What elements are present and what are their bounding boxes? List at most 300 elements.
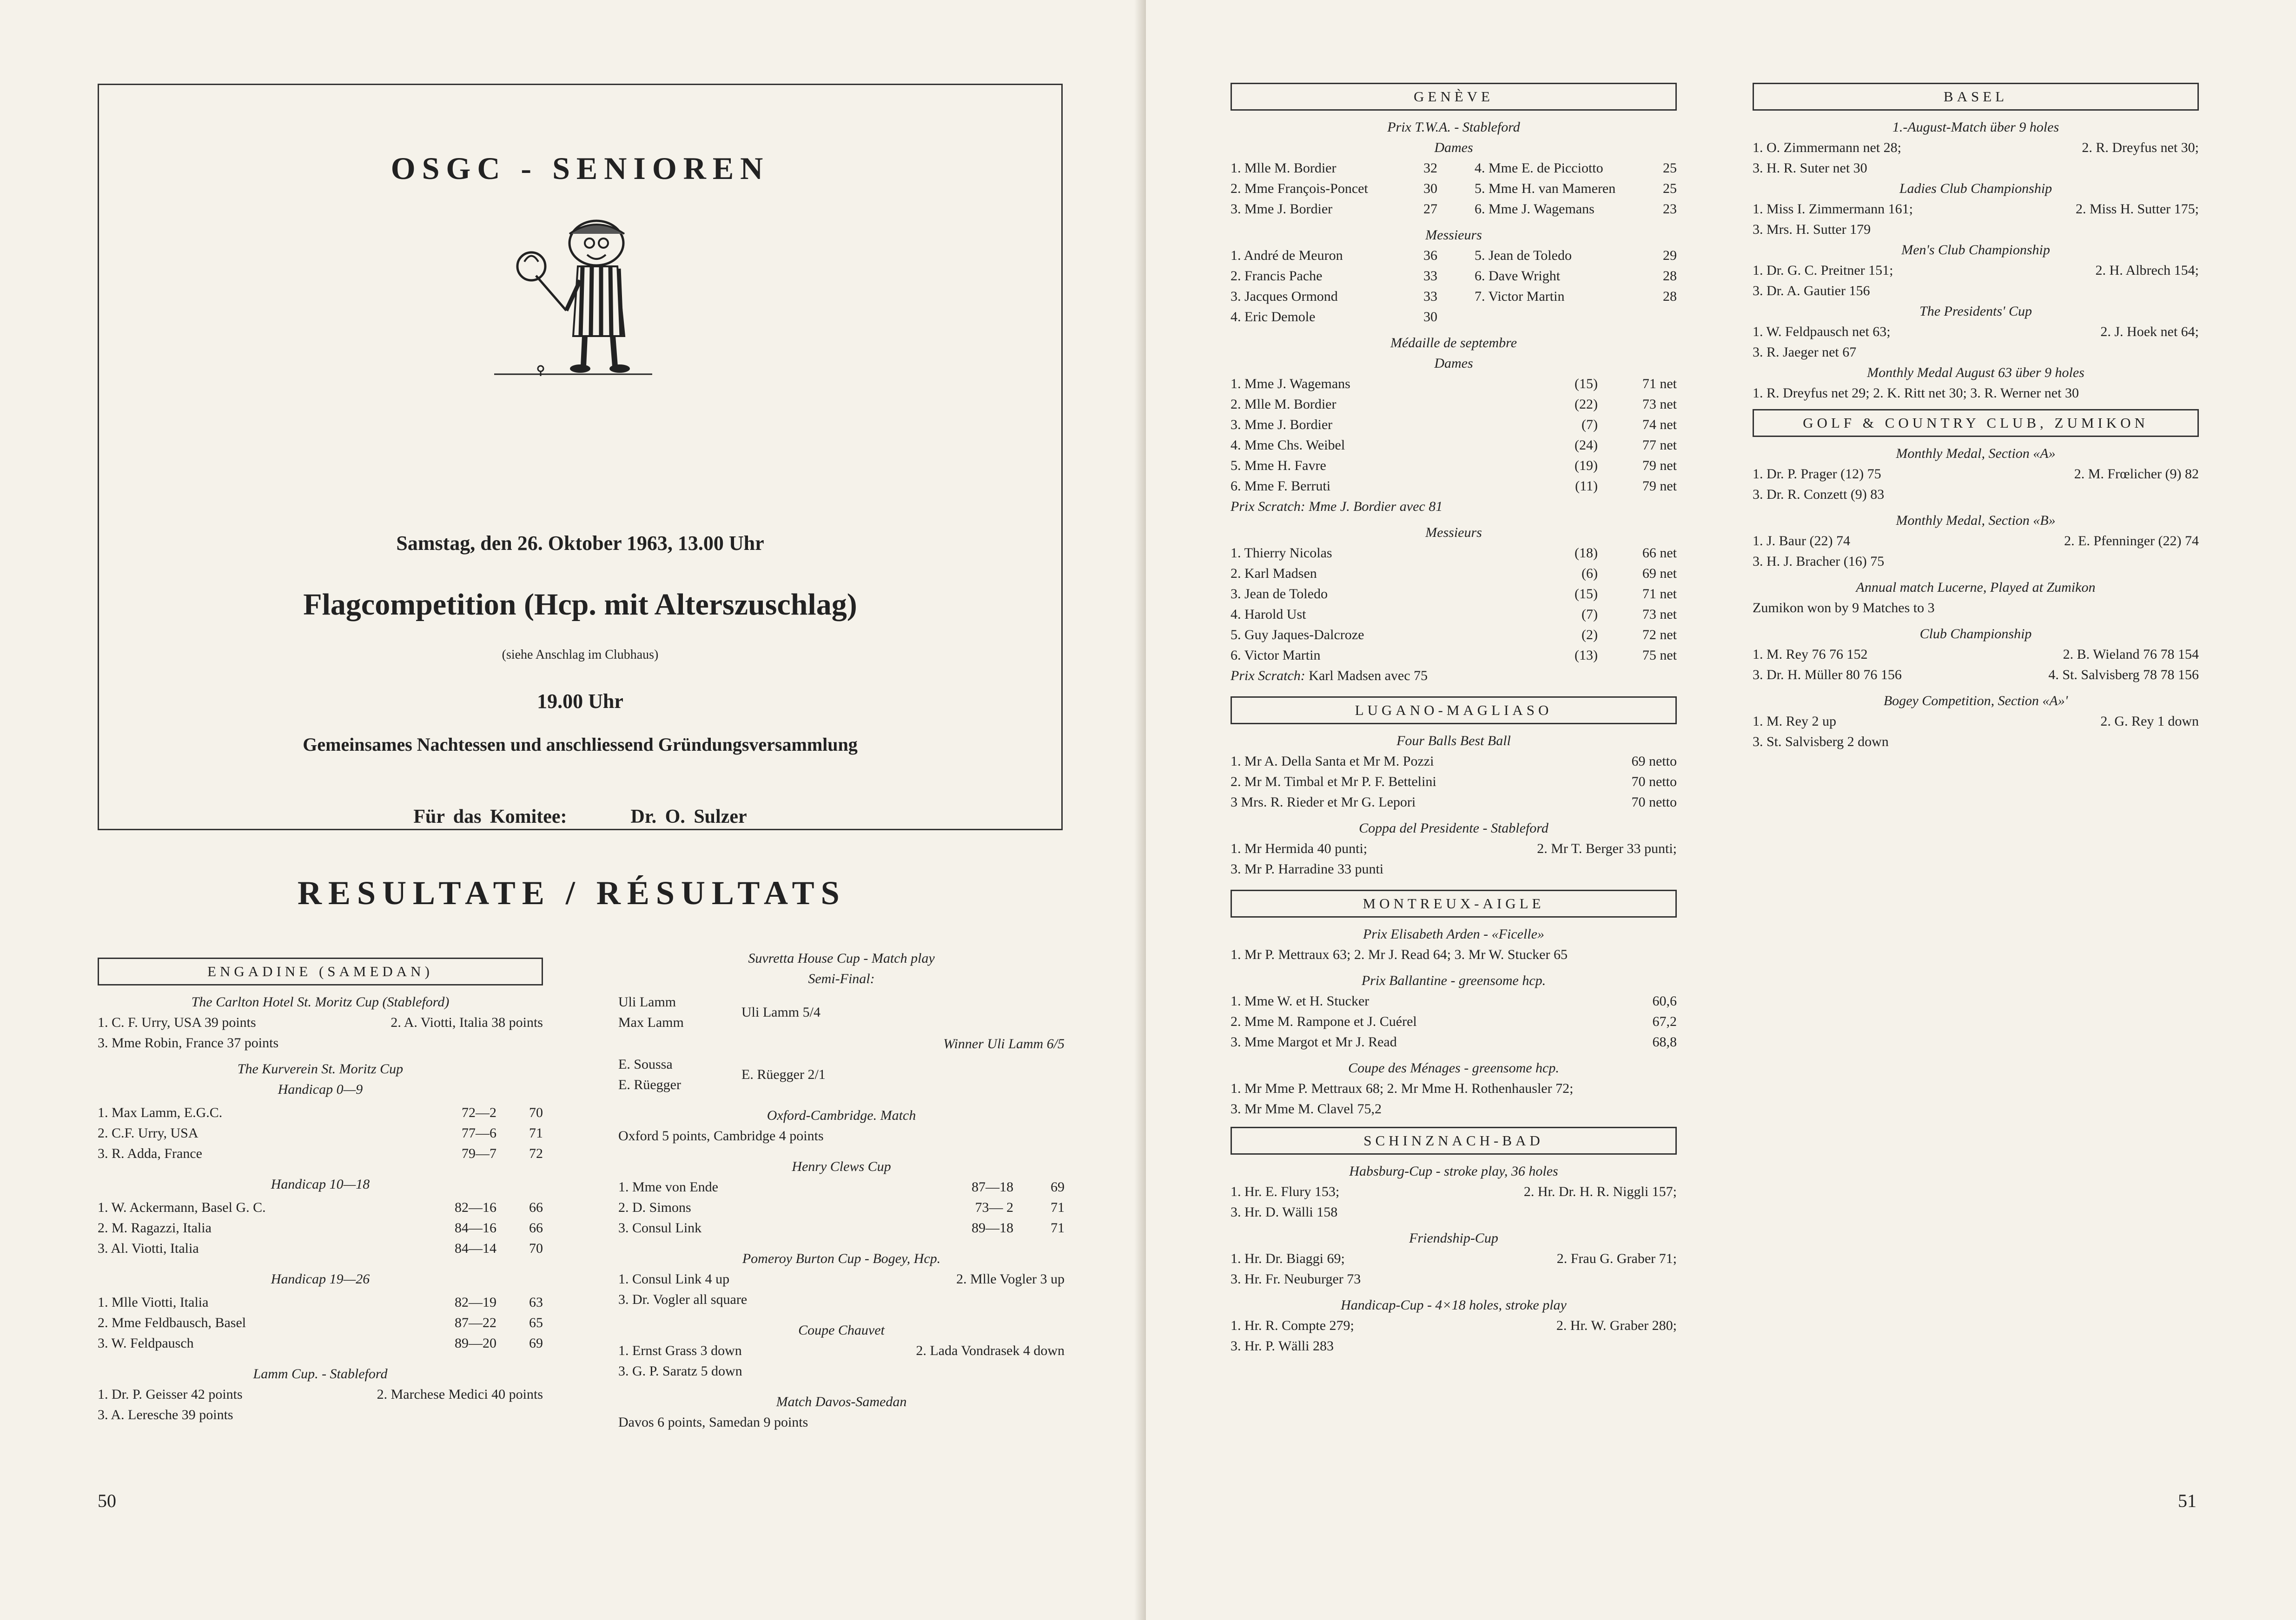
senioren-notice	[98, 84, 1063, 830]
handicap-1-title: Handicap 0—9	[278, 1082, 363, 1097]
pomeroy-title: Pomeroy Burton Cup - Bogey, Hcp.	[742, 1251, 941, 1266]
result-row	[98, 1197, 543, 1218]
coppa-title: Coppa del Presidente - Stableford	[1359, 820, 1548, 836]
davos-result: Davos 6 points, Samedan 9 points	[618, 1415, 808, 1430]
notice-title: OSGC - SENIOREN	[390, 151, 770, 186]
handicap: (7)	[1581, 607, 1598, 622]
ballantine-list	[1231, 991, 1677, 1052]
player-name: 6. Victor Martin	[1231, 648, 1321, 663]
handicap: (11)	[1575, 478, 1598, 494]
net-score: 72	[529, 1146, 543, 1161]
notice-competition: Flagcompetition (Hcp. mit Alterszuschlag)	[303, 588, 857, 622]
medaille-title: Médaille de septembre	[1390, 335, 1517, 350]
result-row	[1231, 435, 1677, 456]
friendship-second: 2. Frau G. Graber 71;	[1556, 1251, 1677, 1266]
result-row	[1231, 772, 1677, 792]
result-row	[1231, 751, 1677, 772]
gross-score: 84—16	[455, 1220, 496, 1236]
player-name: 3. R. Adda, France	[98, 1146, 202, 1161]
oxford-result: Oxford 5 points, Cambridge 4 points	[618, 1128, 824, 1144]
club-fourth: 4. St. Salvisberg 78 78 156	[2048, 667, 2199, 682]
player-name: 2. Francis Pache	[1231, 268, 1323, 284]
fourball-list	[1231, 751, 1677, 813]
handicap: (7)	[1581, 417, 1598, 432]
suvretta-title: Suvretta House Cup - Match play	[748, 951, 935, 966]
scratch-label: Prix Scratch:	[1231, 668, 1305, 683]
engadine-section	[98, 953, 543, 1425]
player-name: 6. Mme F. Berruti	[1231, 478, 1331, 494]
medal-a-second: 2. M. Frœlicher (9) 82	[2074, 466, 2199, 482]
pomeroy-third: 3. Dr. Vogler all square	[618, 1292, 748, 1307]
points: 28	[1663, 268, 1677, 284]
handicap-cup-second: 2. Hr. W. Graber 280;	[1556, 1318, 1677, 1333]
net-score: 70	[529, 1105, 543, 1120]
medal-a-third: 3. Dr. R. Conzett (9) 83	[1753, 487, 1885, 502]
net-score: 63	[529, 1295, 543, 1310]
ladies-second: 2. Miss H. Sutter 175;	[2075, 201, 2199, 217]
clews-list	[618, 1177, 1065, 1238]
net-score: 66	[529, 1200, 543, 1215]
habsburg-title: Habsburg-Cup - stroke play, 36 holes	[1349, 1164, 1558, 1179]
result-row	[98, 1313, 543, 1333]
gross-score: 73— 2	[975, 1200, 1013, 1215]
results-title: RESULTATE / RÉSULTATS	[298, 874, 846, 912]
handicap-cup-third: 3. Hr. P. Wälli 283	[1231, 1338, 1334, 1354]
result-row	[618, 1218, 1065, 1238]
net-score: 69	[529, 1336, 543, 1351]
points: 28	[1663, 289, 1677, 304]
player-name: 3. Jacques Ormond	[1231, 289, 1338, 304]
net-score: 66	[529, 1220, 543, 1236]
net-score: 69 net	[1642, 566, 1677, 581]
chauvet-second: 2. Lada Vondrasek 4 down	[916, 1343, 1065, 1358]
carlton-row	[98, 1012, 543, 1033]
net-score: 79 net	[1642, 458, 1677, 473]
team-name: 2. Mr M. Timbal et Mr P. F. Bettelini	[1231, 774, 1436, 789]
result-row	[1231, 476, 1677, 496]
score: 70 netto	[1631, 774, 1677, 789]
points	[1654, 307, 1677, 327]
points: 25	[1663, 181, 1677, 196]
engadine-header: ENGADINE (SAMEDAN)	[98, 958, 543, 985]
notice-time: 19.00 Uhr	[537, 690, 623, 713]
player-name: 2. M. Ragazzi, Italia	[98, 1220, 212, 1236]
club-third: 3. Dr. H. Müller 80 76 156	[1753, 667, 1902, 682]
handicap: (13)	[1575, 648, 1598, 663]
score: 70 netto	[1631, 794, 1677, 810]
player-name: 5. Guy Jaques-Dalcroze	[1231, 627, 1364, 642]
points: 32	[1423, 160, 1437, 176]
bracket-winner: Winner Uli Lamm 6/5	[943, 1036, 1065, 1051]
lugano-header: LUGANO-MAGLIASO	[1231, 696, 1677, 724]
player-name: 1. Mme J. Wagemans	[1231, 376, 1350, 391]
points: 30	[1423, 309, 1437, 324]
team-name: 2. Mme M. Rampone et J. Cuérel	[1231, 1014, 1417, 1029]
ladies-first: 1. Miss I. Zimmermann 161;	[1753, 201, 1913, 217]
ladies-row	[1753, 199, 2199, 219]
result-row	[1231, 645, 1677, 666]
presidents-third: 3. R. Jaeger net 67	[1753, 344, 1857, 360]
medal-a-row	[1753, 464, 2199, 484]
score: 69 netto	[1631, 754, 1677, 769]
net-score: 79 net	[1642, 478, 1677, 494]
player-name: 4. Mme Chs. Weibel	[1231, 437, 1345, 453]
medaille-dames-label: Dames	[1434, 356, 1473, 371]
bracket-player: Uli Lamm	[618, 994, 676, 1010]
handicap-3-title: Handicap 19—26	[271, 1271, 370, 1287]
points: 29	[1663, 248, 1677, 263]
medal-b-row	[1753, 531, 2199, 551]
bogey-row	[1753, 711, 2199, 732]
gross-score: 89—20	[455, 1336, 496, 1351]
suvretta-section	[618, 948, 1065, 1433]
player-name: 3. Jean de Toledo	[1231, 586, 1328, 602]
notice-signature	[99, 806, 1061, 828]
scratch-messieurs	[1231, 666, 1677, 686]
clews-title: Henry Clews Cup	[792, 1159, 891, 1174]
gross-score: 87—22	[455, 1315, 496, 1330]
player-name: 3. Consul Link	[618, 1220, 702, 1236]
bogey-title: Bogey Competition, Section «A»'	[1883, 693, 2068, 708]
pomeroy-first: 1. Consul Link 4 up	[618, 1271, 730, 1287]
ladies-title: Ladies Club Championship	[1899, 181, 2052, 196]
player-name: 4. Mme E. de Picciotto	[1475, 160, 1603, 176]
menages-line-2: 3. Mr Mme M. Clavel 75,2	[1231, 1101, 1382, 1117]
player-name: 2. D. Simons	[618, 1200, 691, 1215]
net-score: 73 net	[1642, 607, 1677, 622]
lamm-row	[98, 1384, 543, 1405]
basel-header: BASEL	[1753, 83, 2199, 111]
club-row-2	[1753, 665, 2199, 685]
bogey-third: 3. St. Salvisberg 2 down	[1753, 734, 1889, 749]
net-score: 74 net	[1642, 417, 1677, 432]
geneve-header: GENÈVE	[1231, 83, 1677, 111]
player-name: 1. W. Ackermann, Basel G. C.	[98, 1200, 266, 1215]
points: 27	[1423, 201, 1437, 217]
scratch-value: Karl Madsen avec 75	[1309, 668, 1428, 683]
gross-score: 87—18	[972, 1179, 1013, 1195]
net-score: 66 net	[1642, 545, 1677, 561]
player-name: 1. Mme von Ende	[618, 1179, 718, 1195]
august-first: 1. O. Zimmermann net 28;	[1753, 140, 1901, 155]
player-name: 2. Karl Madsen	[1231, 566, 1317, 581]
result-row	[1231, 584, 1677, 604]
gross-score: 82—19	[455, 1295, 496, 1310]
result-row	[98, 1238, 543, 1259]
medaille-messieurs-label: Messieurs	[1425, 525, 1482, 540]
fourball-title: Four Balls Best Ball	[1396, 733, 1511, 748]
player-name: 4. Harold Ust	[1231, 607, 1306, 622]
player-name: 5. Jean de Toledo	[1475, 248, 1572, 263]
gross-score: 79—7	[462, 1146, 496, 1161]
handicap: (2)	[1581, 627, 1598, 642]
handicap-2-list	[98, 1197, 543, 1259]
player-name: 3. Mme J. Bordier	[1231, 417, 1333, 432]
points: 23	[1663, 201, 1677, 217]
medal-a-title: Monthly Medal, Section «A»	[1896, 446, 2056, 461]
august-second: 2. R. Dreyfus net 30;	[2082, 140, 2199, 155]
habsburg-row	[1231, 1182, 1677, 1202]
result-row	[1231, 374, 1677, 394]
player-name: 5. Mme H. van Mameren	[1475, 181, 1616, 196]
coppa-row	[1231, 839, 1677, 859]
player-name: 1. Thierry Nicolas	[1231, 545, 1332, 561]
basel-section	[1753, 78, 2199, 752]
result-row	[1231, 1012, 1677, 1032]
handicap-cup-row	[1231, 1316, 1677, 1336]
habsburg-second: 2. Hr. Dr. H. R. Niggli 157;	[1523, 1184, 1677, 1199]
result-row	[618, 1197, 1065, 1218]
medal-b-second: 2. E. Pfenninger (22) 74	[2064, 533, 2199, 549]
points: 36	[1423, 248, 1437, 263]
coppa-second: 2. Mr T. Berger 33 punti;	[1537, 841, 1677, 856]
gross-score: 89—18	[972, 1220, 1013, 1236]
medaille-dames-list	[1231, 374, 1677, 496]
zumikon-header: GOLF & COUNTRY CLUB, ZUMIKON	[1753, 409, 2199, 437]
result-row	[1231, 394, 1677, 415]
mens-first: 1. Dr. G. C. Preitner 151;	[1753, 263, 1893, 278]
score: 60,6	[1652, 993, 1677, 1009]
friendship-row	[1231, 1249, 1677, 1269]
result-row	[1231, 563, 1677, 584]
monthly-title: Monthly Medal August 63 über 9 holes	[1867, 365, 2084, 380]
chauvet-title: Coupe Chauvet	[798, 1322, 885, 1338]
notice-dinner: Gemeinsames Nachtessen und anschliessend Gründungsversammlung	[303, 734, 858, 755]
result-row	[1231, 792, 1677, 813]
committee-name: Dr. O. Sulzer	[630, 806, 747, 827]
gross-score: 84—14	[455, 1241, 496, 1256]
team-name: 1. Mr A. Della Santa et Mr M. Pozzi	[1231, 754, 1434, 769]
carlton-second: 2. A. Viotti, Italia 38 points	[390, 1015, 543, 1030]
handicap: (19)	[1575, 458, 1598, 473]
player-name: 2. Mme Feldbausch, Basel	[98, 1315, 246, 1330]
arden-result: 1. Mr P. Mettraux 63; 2. Mr J. Read 64; 3. Mr W. Stucker 65	[1231, 947, 1568, 962]
gross-score: 77—6	[462, 1125, 496, 1141]
right-page	[1146, 0, 2296, 1620]
friendship-third: 3. Hr. Fr. Neuburger 73	[1231, 1271, 1361, 1287]
bracket-player: Max Lamm	[618, 1015, 684, 1030]
result-row	[1231, 543, 1677, 563]
handicap: (22)	[1575, 397, 1598, 412]
player-name: 3. Mme J. Bordier	[1231, 201, 1333, 217]
result-row	[1231, 266, 1677, 286]
player-name: 1. Max Lamm, E.G.C.	[98, 1105, 223, 1120]
net-score: 71	[529, 1125, 543, 1141]
result-row	[1231, 604, 1677, 625]
medal-b-title: Monthly Medal, Section «B»	[1896, 513, 2056, 528]
net-score: 73 net	[1642, 397, 1677, 412]
player-name: 7. Victor Martin	[1475, 289, 1565, 304]
net-score: 65	[529, 1315, 543, 1330]
score: 67,2	[1652, 1014, 1677, 1029]
result-row	[1231, 415, 1677, 435]
lamm-title: Lamm Cup. - Stableford	[253, 1366, 388, 1382]
august-row	[1753, 138, 2199, 158]
lamm-second: 2. Marchese Medici 40 points	[377, 1387, 543, 1402]
coppa-third: 3. Mr P. Harradine 33 punti	[1231, 861, 1384, 877]
handicap-1-list	[98, 1103, 543, 1164]
twa-messieurs-list	[1231, 245, 1677, 327]
player-name	[1475, 307, 1654, 327]
result-row	[1231, 286, 1677, 307]
suvretta-subtitle: Semi-Final:	[808, 971, 875, 986]
committee-label: Für das Komitee:	[413, 806, 567, 827]
result-row	[1231, 158, 1677, 179]
player-name: 6. Mme J. Wagemans	[1475, 201, 1595, 217]
handicap-3-list	[98, 1292, 543, 1354]
player-name: 1. Mlle M. Bordier	[1231, 160, 1337, 176]
davos-title: Match Davos-Samedan	[776, 1394, 907, 1409]
club-first: 1. M. Rey 76 76 152	[1753, 647, 1868, 662]
medal-a-first: 1. Dr. P. Prager (12) 75	[1753, 466, 1881, 482]
schinznach-header: SCHINZNACH-BAD	[1231, 1127, 1677, 1155]
monthly-result: 1. R. Dreyfus net 29; 2. K. Ritt net 30; 3. R. Werner net 30	[1753, 385, 2079, 401]
august-third: 3. H. R. Suter net 30	[1753, 160, 1867, 176]
net-score: 71 net	[1642, 586, 1677, 602]
club-second: 2. B. Wieland 76 78 154	[2063, 647, 2199, 662]
left-page	[0, 0, 1141, 1620]
bogey-first: 1. M. Rey 2 up	[1753, 714, 1836, 729]
medaille-messieurs-list	[1231, 543, 1677, 666]
club-title: Club Championship	[1919, 626, 2032, 641]
arden-title: Prix Elisabeth Arden - «Ficelle»	[1363, 926, 1544, 942]
bogey-second: 2. G. Rey 1 down	[2100, 714, 2199, 729]
bracket-player: E. Rüegger	[618, 1077, 681, 1092]
page-number-left: 50	[98, 1490, 116, 1511]
presidents-first: 1. W. Feldpausch net 63;	[1753, 324, 1891, 339]
menages-title: Coupe des Ménages - greensome hcp.	[1348, 1060, 1559, 1076]
result-row	[1231, 991, 1677, 1012]
result-row	[1231, 1032, 1677, 1052]
handicap: (15)	[1575, 586, 1598, 602]
result-row	[1231, 199, 1677, 219]
golfer-cartoon-illustration	[485, 211, 662, 387]
oxford-title: Oxford-Cambridge. Match	[767, 1108, 916, 1123]
bracket-result: E. Rüegger 2/1	[741, 1067, 826, 1082]
team-name: 1. Mme W. et H. Stucker	[1231, 993, 1370, 1009]
friendship-first: 1. Hr. Dr. Biaggi 69;	[1231, 1251, 1345, 1266]
presidents-title: The Presidents' Cup	[1919, 304, 2032, 319]
twa-dames-list	[1231, 158, 1677, 219]
montreux-header: MONTREUX-AIGLE	[1231, 890, 1677, 918]
habsburg-third: 3. Hr. D. Wälli 158	[1231, 1204, 1338, 1220]
august-title: 1.-August-Match über 9 holes	[1892, 119, 2059, 135]
net-score: 70	[529, 1241, 543, 1256]
player-name: 1. Mlle Viotti, Italia	[98, 1295, 209, 1310]
points: 33	[1423, 268, 1437, 284]
ballantine-title: Prix Ballantine - greensome hcp.	[1361, 973, 1546, 988]
player-name: 4. Eric Demole	[1231, 309, 1316, 324]
carlton-title: The Carlton Hotel St. Moritz Cup (Stableford)	[191, 994, 450, 1010]
result-row	[98, 1333, 543, 1354]
net-score: 72 net	[1642, 627, 1677, 642]
handicap-2-title: Handicap 10—18	[271, 1177, 370, 1192]
points: 25	[1663, 160, 1677, 176]
carlton-first: 1. C. F. Urry, USA 39 points	[98, 1015, 256, 1030]
gross-score: 72—2	[462, 1105, 496, 1120]
carlton-third: 3. Mme Robin, France 37 points	[98, 1035, 279, 1051]
handicap-cup-title: Handicap-Cup - 4×18 holes, stroke play	[1341, 1297, 1567, 1313]
player-name: 3. W. Feldpausch	[98, 1336, 194, 1351]
presidents-second: 2. J. Hoek net 64;	[2100, 324, 2199, 339]
handicap: (15)	[1575, 376, 1598, 391]
player-name: 2. Mlle M. Bordier	[1231, 397, 1337, 412]
result-row	[1231, 179, 1677, 199]
habsburg-first: 1. Hr. E. Flury 153;	[1231, 1184, 1340, 1199]
page-number-right: 51	[2178, 1490, 2197, 1511]
net-score: 71	[1051, 1200, 1065, 1215]
chauvet-first: 1. Ernst Grass 3 down	[618, 1343, 742, 1358]
twa-messieurs-label: Messieurs	[1425, 227, 1482, 243]
kurverein-title: The Kurverein St. Moritz Cup	[237, 1061, 404, 1077]
result-row	[1231, 456, 1677, 476]
mens-third: 3. Dr. A. Gautier 156	[1753, 283, 1870, 298]
handicap-cup-first: 1. Hr. R. Compte 279;	[1231, 1318, 1354, 1333]
points: 33	[1423, 289, 1437, 304]
result-row	[98, 1292, 543, 1313]
chauvet-third: 3. G. P. Saratz 5 down	[618, 1363, 742, 1379]
player-name: 2. Mme François-Poncet	[1231, 181, 1368, 196]
net-score: 71 net	[1642, 376, 1677, 391]
lucerne-result: Zumikon won by 9 Matches to 3	[1753, 600, 1935, 615]
handicap: (24)	[1575, 437, 1598, 453]
gross-score: 82—16	[455, 1200, 496, 1215]
net-score: 77 net	[1642, 437, 1677, 453]
medal-b-third: 3. H. J. Bracher (16) 75	[1753, 554, 1885, 569]
result-row	[618, 1177, 1065, 1197]
net-score: 69	[1051, 1179, 1065, 1195]
handicap: (18)	[1575, 545, 1598, 561]
mens-second: 2. H. Albrech 154;	[2095, 263, 2199, 278]
result-row	[98, 1103, 543, 1123]
result-row	[98, 1218, 543, 1238]
twa-title: Prix T.W.A. - Stableford	[1387, 119, 1520, 135]
net-score: 71	[1051, 1220, 1065, 1236]
friendship-title: Friendship-Cup	[1409, 1230, 1498, 1246]
handicap: (6)	[1581, 566, 1598, 581]
result-row	[1231, 625, 1677, 645]
ladies-third: 3. Mrs. H. Sutter 179	[1753, 222, 1871, 237]
result-row	[1231, 245, 1677, 266]
player-name: 5. Mme H. Favre	[1231, 458, 1326, 473]
bracket-player: E. Soussa	[618, 1057, 673, 1072]
bracket	[618, 992, 1065, 1092]
player-name: 3. Al. Viotti, Italia	[98, 1241, 199, 1256]
score: 68,8	[1652, 1034, 1677, 1050]
medal-b-first: 1. J. Baur (22) 74	[1753, 533, 1850, 549]
menages-line-1: 1. Mr Mme P. Mettraux 68; 2. Mr Mme H. Rothenhausler 72;	[1231, 1081, 1574, 1096]
team-name: 3 Mrs. R. Rieder et Mr G. Lepori	[1231, 794, 1416, 810]
result-row	[98, 1144, 543, 1164]
geneve-section	[1231, 78, 1677, 1356]
coppa-first: 1. Mr Hermida 40 punti;	[1231, 841, 1368, 856]
mens-title: Men's Club Championship	[1901, 242, 2050, 258]
lucerne-title: Annual match Lucerne, Played at Zumikon	[1856, 580, 2096, 595]
lamm-first: 1. Dr. P. Geisser 42 points	[98, 1387, 243, 1402]
team-name: 3. Mme Margot et Mr J. Read	[1231, 1034, 1397, 1050]
scratch-dames: Prix Scratch: Mme J. Bordier avec 81	[1231, 499, 1443, 514]
player-name: 6. Dave Wright	[1475, 268, 1561, 284]
chauvet-row	[618, 1341, 1065, 1361]
net-score: 75 net	[1642, 648, 1677, 663]
player-name: 2. C.F. Urry, USA	[98, 1125, 199, 1141]
points: 30	[1423, 181, 1437, 196]
bracket-result: Uli Lamm 5/4	[741, 1005, 820, 1020]
player-name: 1. André de Meuron	[1231, 248, 1343, 263]
notice-date: Samstag, den 26. Oktober 1963, 13.00 Uhr	[396, 532, 764, 555]
mens-row	[1753, 260, 2199, 281]
notice-note: (siehe Anschlag im Clubhaus)	[502, 648, 659, 662]
